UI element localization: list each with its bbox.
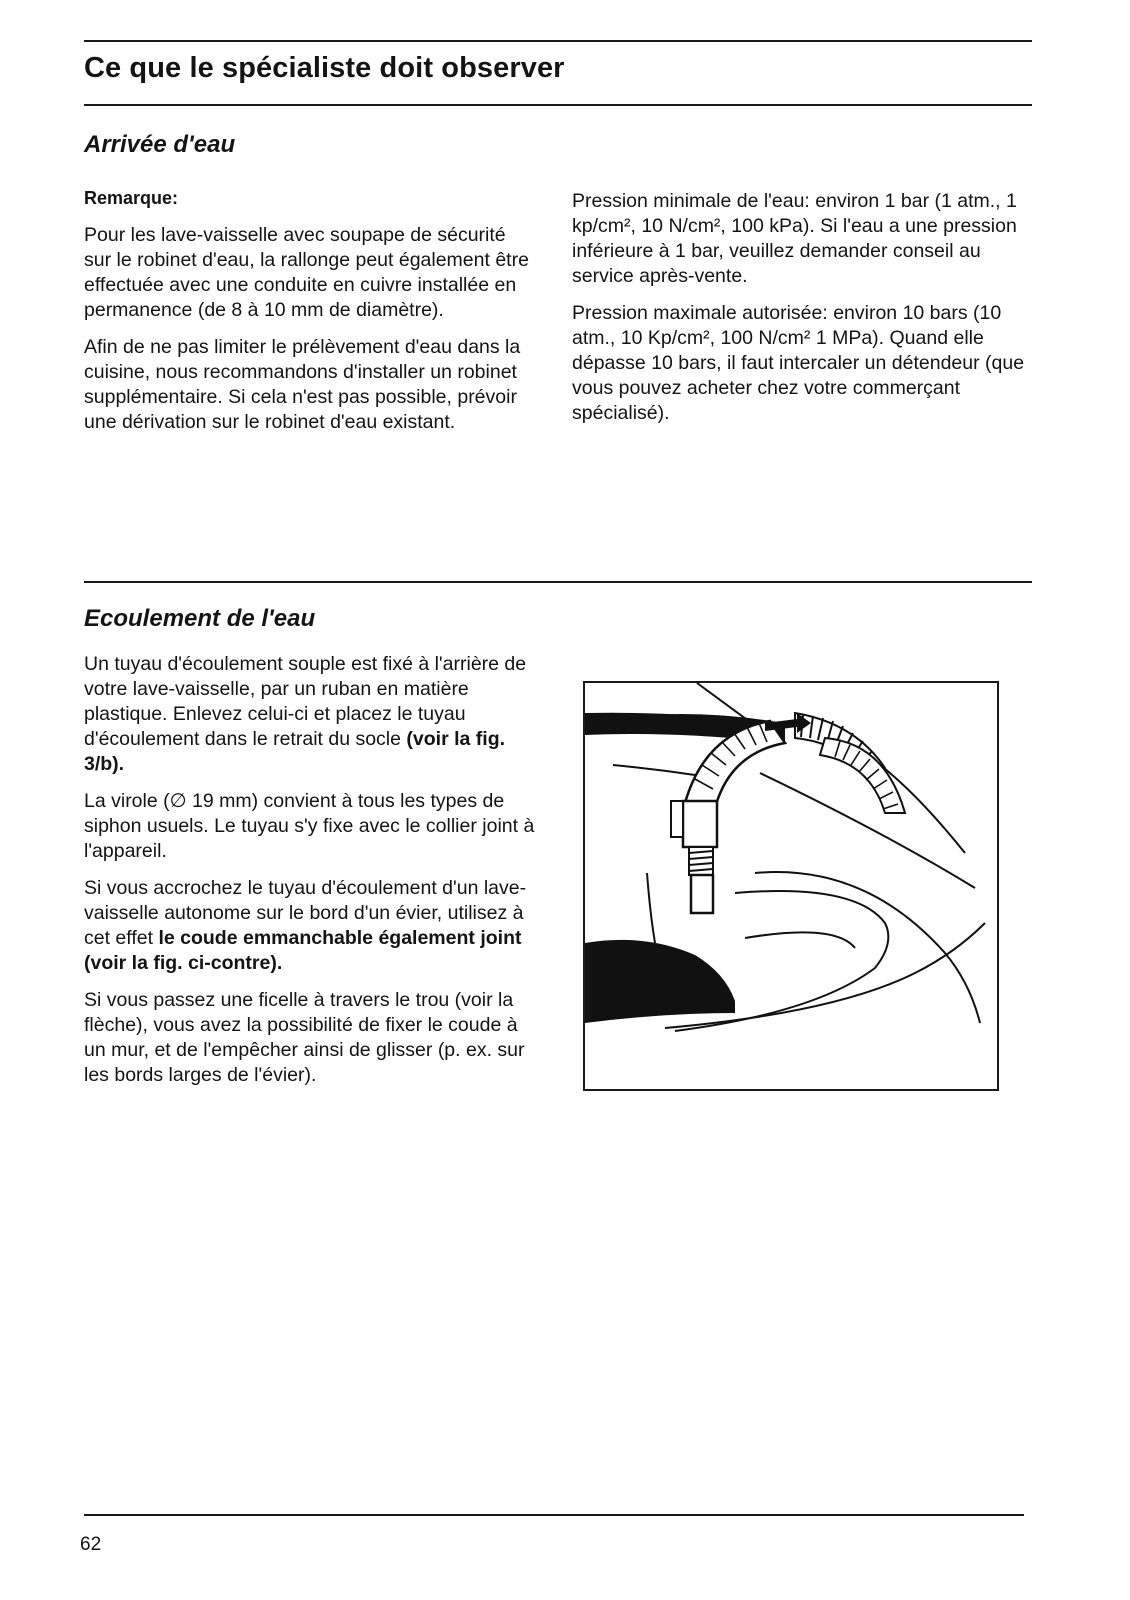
water-supply-right-column xyxy=(572,189,1034,438)
top-rule xyxy=(84,40,1032,42)
drainage-paragraph-bend-text: Si vous accrochez le tuyau d'écoulement d'un lave-vaisselle autonome sur le bord d'un évier, utilisez à cet effet xyxy=(84,877,527,949)
drainage-paragraph-hose xyxy=(84,652,539,777)
drainage-heading: Ecoulement de l'eau xyxy=(84,605,316,632)
section-divider xyxy=(84,581,1032,583)
max-pressure-paragraph: Pression maximale autorisée: environ 10 bars (10 atm., 10 Kp/cm², 100 N/cm² 1 MPa). Quand elle dépasse 10 bars, il faut intercaler un détendeur (que vous pouvez acheter chez votre commerçant spécialisé). xyxy=(572,302,1025,424)
hose-bend-on-sink-edge-illustration xyxy=(585,683,997,1089)
drainage-paragraph-hose-text: Un tuyau d'écoulement souple est fixé à l'arrière de votre lave-vaisselle, par un ruban en matière plastique. Enlevez celui-ci et placez le tuyau d'écoulement dans le retrait du socle xyxy=(84,653,527,750)
drainage-paragraph-ferrule: La virole (∅ 19 mm) convient à tous les types de siphon usuels. Le tuyau s'y fixe avec le collier joint à l'appareil. xyxy=(84,790,535,862)
figure-3b-reference: (voir la fig. 3/b). xyxy=(84,728,506,775)
water-supply-heading: Arrivée d'eau xyxy=(84,131,236,158)
page-number: 62 xyxy=(80,1534,102,1555)
note-paragraph-extra-tap: Afin de ne pas limiter le prélèvement d'eau dans la cuisine, nous recommandons d'installer un robinet supplémentaire. Si cela n'est pas possible, prévoir une dérivation sur le robinet d'eau existant. xyxy=(84,336,521,433)
bend-fitting-reference: le coude emmanchable également joint (voir la fig. ci-contre). xyxy=(84,927,522,974)
drainage-text-column xyxy=(84,652,539,1100)
min-pressure-paragraph: Pression minimale de l'eau: environ 1 bar (1 atm., 1 kp/cm², 10 N/cm², 100 kPa). Si l'eau a une pression inférieure à 1 bar, veuillez demander conseil au service après-vente. xyxy=(572,190,1017,287)
water-supply-left-column xyxy=(84,186,534,447)
note-paragraph-copper-pipe: Pour les lave-vaisselle avec soupape de sécurité sur le robinet d'eau, la rallonge peut également être effectuée avec une conduite en cuivre installée en permanence (de 8 à 10 mm de diamètre). xyxy=(84,224,529,321)
hose-bend-figure xyxy=(583,681,999,1091)
page-title: Ce que le spécialiste doit observer xyxy=(84,52,565,84)
title-underline xyxy=(84,104,1032,106)
drainage-paragraph-bend xyxy=(84,876,539,976)
note-label: Remarque: xyxy=(84,188,179,208)
drainage-paragraph-string: Si vous passez une ficelle à travers le trou (voir la flèche), vous avez la possibilité de fixer le coude à un mur, et de l'empêcher ainsi de glisser (p. ex. sur les bords larges de l'évier). xyxy=(84,989,525,1086)
footer-rule xyxy=(84,1514,1024,1516)
